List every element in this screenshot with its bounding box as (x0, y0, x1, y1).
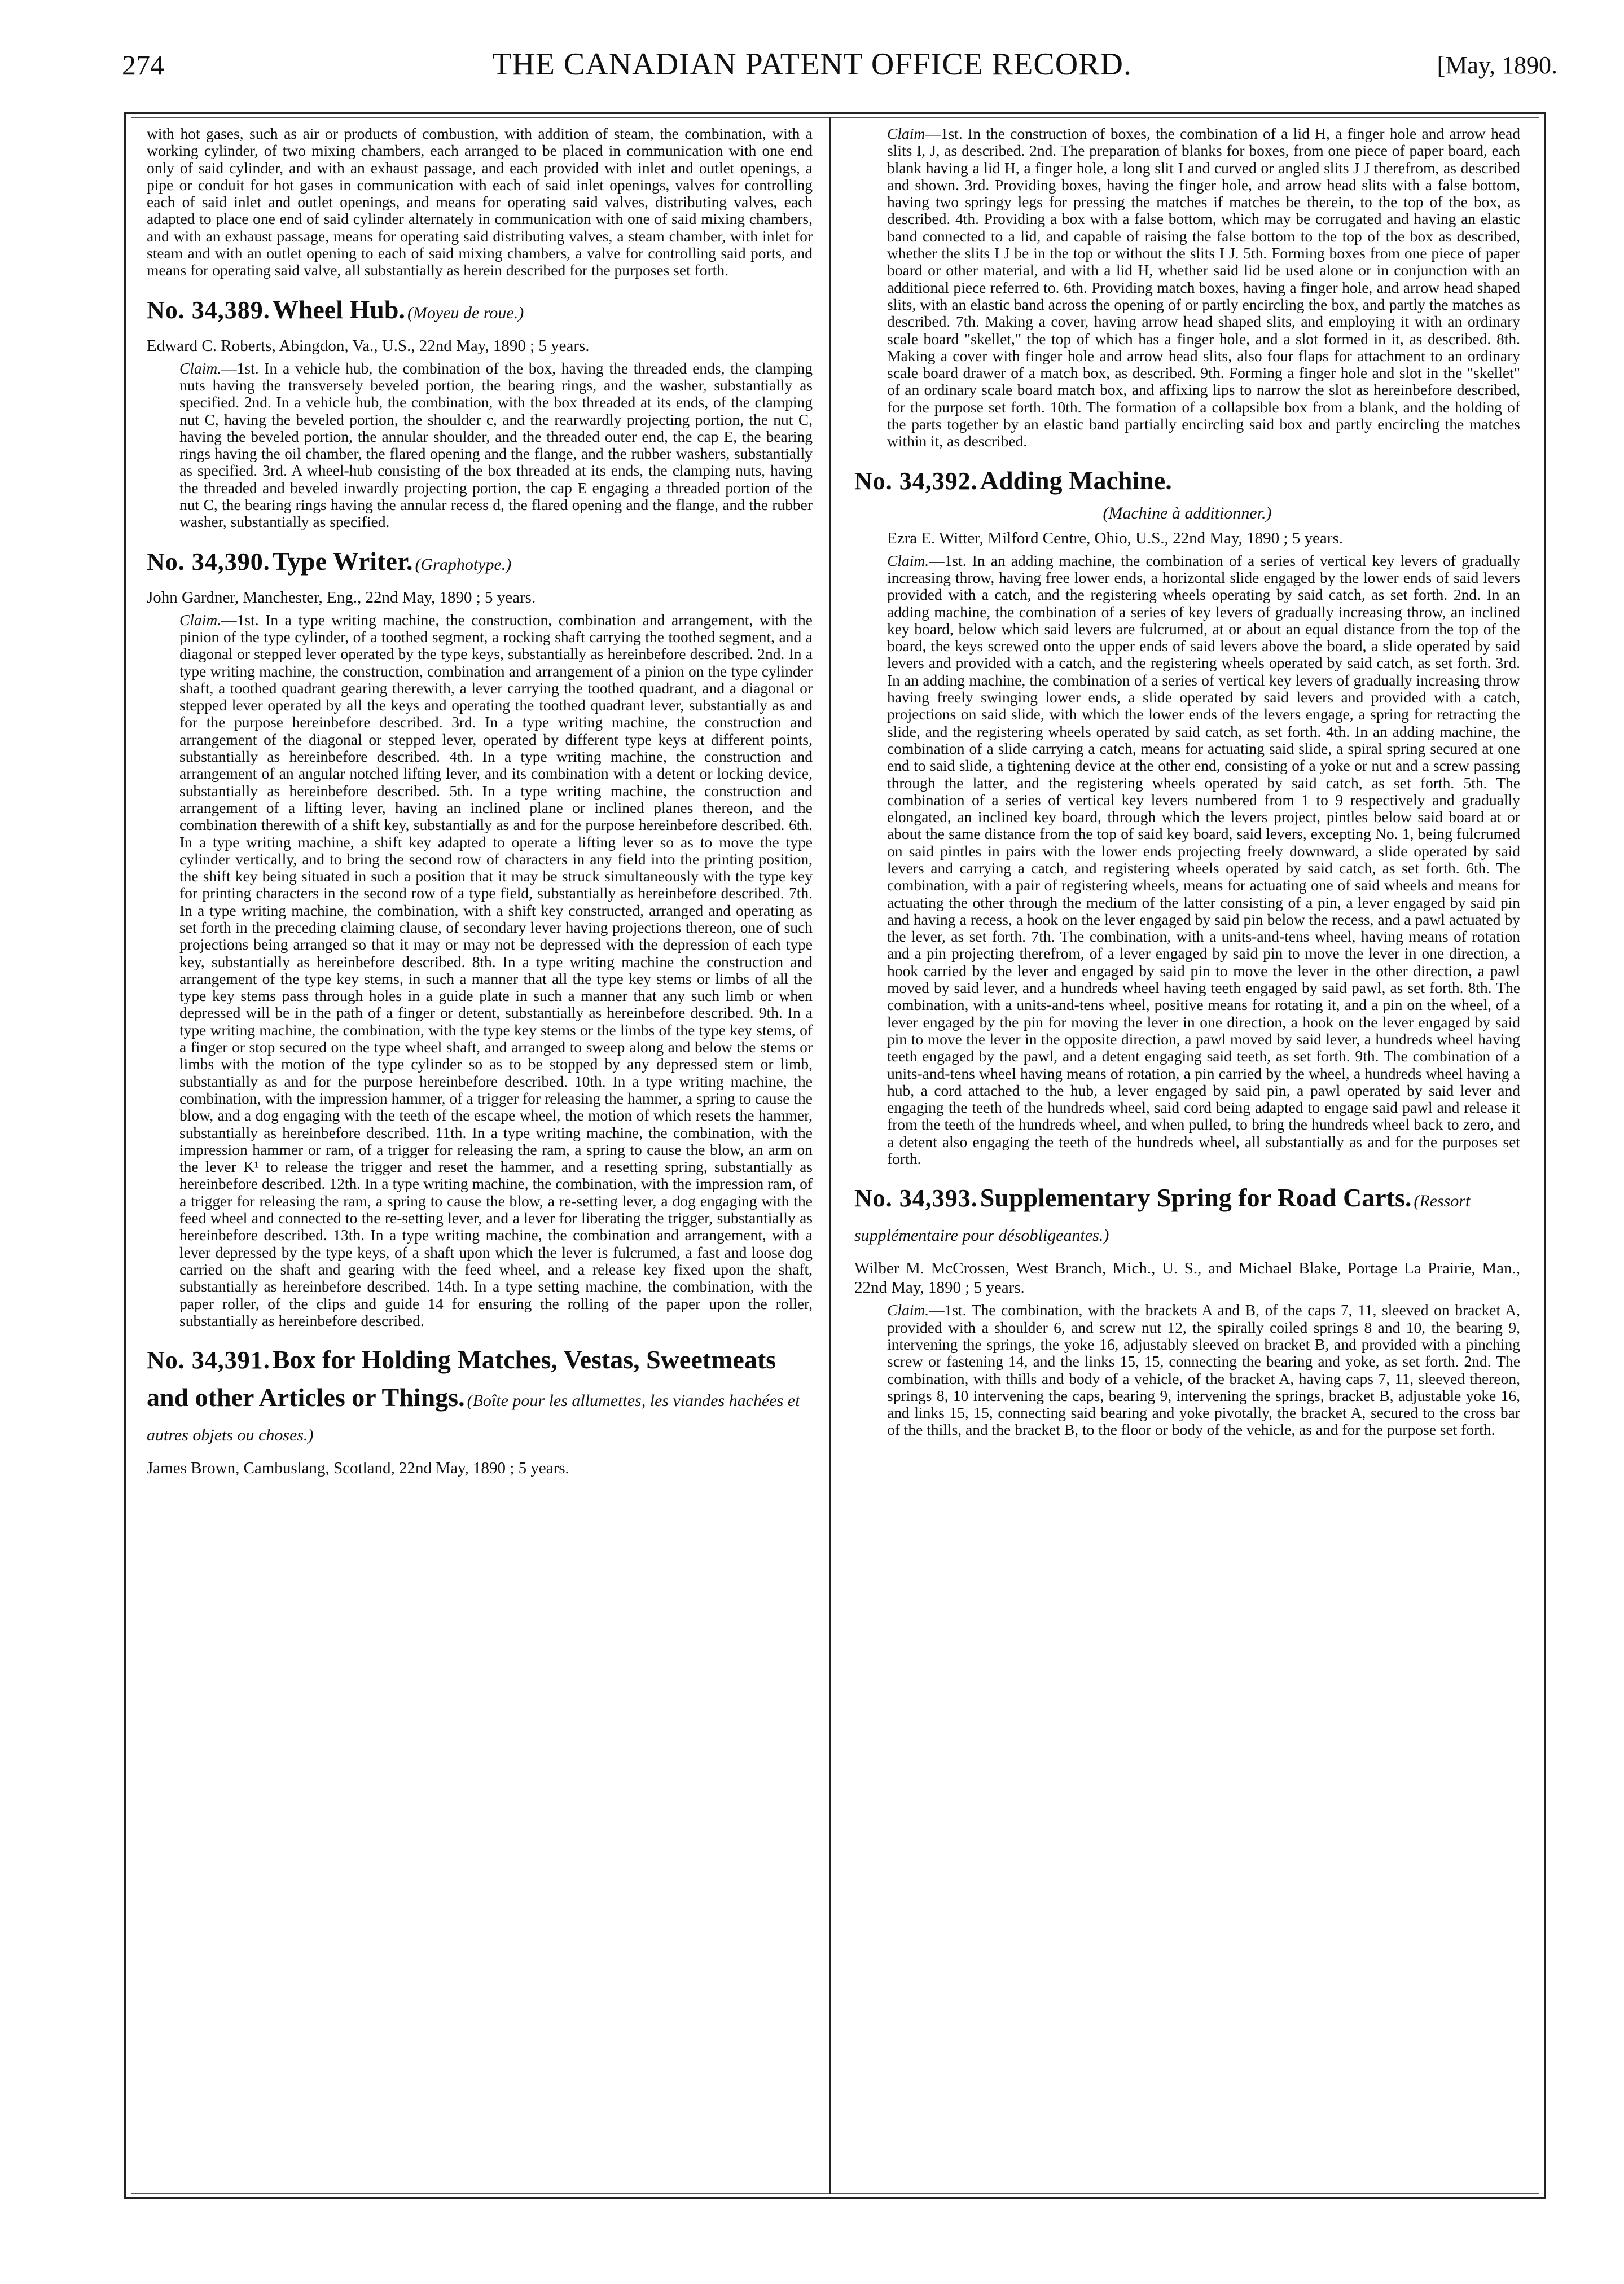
french-title: (Machine à additionner.) (1103, 503, 1272, 522)
claim-text (854, 552, 1520, 1168)
claim-body: —1st. In the construction of boxes, the combination of a lid H, a finger hole and arrow head slits I, J, as described. 2nd. The preparation of blanks for boxes, from one piece of paper board, each blank having a lid H, a finger hole, a long slit I and curved or angled slits J J therefrom, as described and shown. 3rd. Providing boxes, having the finger hole, and arrow head slits with a false bottom, having two springy legs for pressing the matches if matches be therein, to the top of the box, as described. 4th. Providing a box with a false bottom, which may be corrugated and having an elastic band connected to a lid, and capable of raising the false bottom to the top of the box as described, whether the slits I J be in the top or without the slits I J. 5th. Forming boxes from one piece of paper board or other material, and with a lid H, whether said lid be used alone or in conjunction with an additional piece referred to. 6th. Providing match boxes, having a finger hole, and arrow head shaped slits, with an elastic band across the opening of or partly encircling the box, and partly the matches as described. 7th. Making a cover, having arrow head shaped slits, and employing it with an ordinary scale board "skellet," the top of which has a finger hole, and a slot formed in it, as described. 8th. Making a cover with finger hole and arrow head slits, also four flaps for attachment to an ordinary scale board drawer of a match box, as described. 9th. Forming a finger hole and slot in the "skellet" of an ordinary scale board match box, and affixing lips to narrow the slot as hereinbefore described, for the purpose set forth. 10th. The formation of a collapsible box from a blank, and the holding of the parts together by an elastic band partially encircling said box and partly encircling the matches within it, as described. (887, 125, 1520, 450)
patent-number: No. 34,391. (147, 1346, 270, 1374)
patent-title: Adding Machine. (980, 465, 1172, 495)
page-number: 274 (122, 49, 164, 81)
issue-date: [May, 1890. (1437, 51, 1557, 79)
claim-text (854, 1302, 1520, 1438)
claim-label: Claim. (179, 359, 222, 377)
patent-entry-34390 (147, 546, 813, 1329)
claim-label: Claim. (887, 1301, 929, 1319)
patent-title: Supplementary Spring for Road Carts. (980, 1183, 1412, 1213)
patent-entry-34392 (854, 465, 1520, 1168)
french-title: (Graphotype.) (415, 555, 512, 574)
journal-title: THE CANADIAN PATENT OFFICE RECORD. (492, 47, 1132, 82)
french-title: (Boîte pour les allumettes, les viandes hachées et autres objets ou choses.) (147, 1391, 800, 1445)
entry-heading (147, 1344, 813, 1454)
claim-text (147, 360, 813, 531)
claim-body: —1st. The combination, with the brackets A and B, of the caps 7, 11, sleeved on bracket A, provided with a shoulder 6, and screw nut 12, the spirally coiled springs 8 and 10, the bearing 9, intervening the springs, the yoke 16, adjustably sleeved on bracket B, and provided with a pinching screw or fastening 14, and the links 15, 15, connecting the bearing and yoke, as set forth. 2nd. The combination, with thills and body of a vehicle, of the bracket A, having caps 7, 11, sleeved thereon, springs 8, 10 intervening the caps, bearing 9, intervening the springs, bracket B, adjustable yoke 16, and links 15, 15, connecting said bearing and yoke pivotally, the bracket A, secured to the cross bar of the thills, and the bracket B, to the floor or body of the vehicle, as and for the purpose set forth. (887, 1301, 1520, 1439)
entry-heading (854, 1182, 1520, 1254)
continuation-claim (854, 125, 1520, 450)
inventor-line: John Gardner, Manchester, Eng., 22nd May, 1890 ; 5 years. (147, 588, 536, 607)
entry-heading (147, 546, 813, 583)
inventor-line: Wilber M. McCrossen, West Branch, Mich., U. S., and Michael Blake, Portage La Prairie, Man., 22nd May, 1890 ; 5 years. (854, 1259, 1520, 1297)
patent-title: Wheel Hub. (272, 295, 405, 324)
patent-entry-34391 (147, 1344, 813, 1478)
patent-number: No. 34,392. (854, 467, 978, 495)
right-column (854, 125, 1520, 2185)
patent-number: No. 34,389. (147, 296, 270, 324)
claim-label: Claim. (179, 610, 222, 629)
inventor-line: James Brown, Cambuslang, Scotland, 22nd May, 1890 ; 5 years. (147, 1459, 569, 1478)
claim-body: —1st. In an adding machine, the combination of a series of vertical key levers of gradually increasing throw, having free lower ends, a horizontal slide engaged by the lower ends of said levers provided with a catch, and the registering wheels operating by said catch, as set forth. 2nd. In an adding machine, the combination of a series of key levers of gradually increasing throw, an inclined key board, below which said levers are fulcrumed, at or about an equal distance from the top of the board, the keys screwed onto the upper ends of said levers above the board, a slide operated by said levers and provided with a catch, and the registering wheels operated by said catch, as set forth. 3rd. In an adding machine, the combination of a series of vertical key levers of gradually increasing throw having freely swinging lower ends, a slide operated by said levers and provided with a catch, projections on said slide, with which the lower ends of the levers engage, a spring for retracting the slide, and the registering wheels operated by said catch, as set forth. 4th. In an adding machine, the combination of a slide carrying a catch, means for actuating said slide, a spiral spring secured at one end to said slide, a tightening device at the other end, consisting of a yoke or nut and a screw passing through the latter, and the registering wheels operated by said catch, as set forth. 5th. The combination of a series of vertical key levers numbered from 1 to 9 respectively and gradually elongated, an inclined key board, through which the levers project, pintles below said board at or about the same distance from the top of said key board, said levers, excepting No. 1, being fulcrumed on said pintles in pairs with the lower ends projecting freely downward, a slide operated by said levers and carrying a catch, and registering wheels operated by said catch, as set forth. 6th. The combination, with a pair of registering wheels, means for actuating one of said wheels and means for actuating the other through the medium of the latter consisting of a pin, a lever engaged by said pin and having a recess, a hook on the lever engaged by said pin below the recess, and a pawl actuated by the lever, as set forth. 7th. The combination, with a units-and-tens wheel, having means of rotation and a pin projecting therefrom, of a lever engaged by said pin to move the lever in one direction, a hook carried by the lever and engaged by said pin to move the lever in the other direction, a pawl moved by said lever, and a hundreds wheel having teeth engaged by said pawl, as set forth. 8th. The combination, with a units-and-tens wheel, positive means for rotating it, and a pin on the wheel, of a lever engaged by the pin for moving the lever in one direction, a hook on the lever engaged by said pin to move the lever in the opposite direction, a pawl moved by said lever, a hundreds wheel having teeth engaged by the pawl, and a detent engaging said teeth, as set forth. 9th. The combination of a units-and-tens wheel having means of rotation, a pin carried by the wheel, a hundreds wheel having a hub, a cord attached to the hub, a lever engaged by said pin, a pawl operated by said lever and engaging the teeth of the hundreds wheel, said cord being adapted to engage said pawl and release it from the teeth of the hundreds wheel, and when pulled, to bring the hundreds wheel back to zero, and a detent also engaging the teeth of the hundreds wheel, all substantially as and for the purposes set forth. (887, 551, 1520, 1168)
entry-heading (147, 294, 813, 332)
claim-body: —1st. In a type writing machine, the construction, combination and arrangement, with the pinion of the type cylinder, of a toothed segment, a rocking shaft carrying the toothed segment, and a diagonal or stepped lever operated by the type keys, substantially as hereinbefore described. 2nd. In a type writing machine, the construction, combination and arrangement of a pinion on the type cylinder shaft, a toothed quadrant gearing therewith, a lever carrying the toothed quadrant, and a diagonal or stepped lever operated by all the keys and operating the toothed quadrant lever, substantially as and for the purpose hereinbefore described. 3rd. In a type writing machine, the construction and arrangement of the diagonal or stepped lever, operated by different type keys at different points, substantially as hereinbefore described. 4th. In a type writing machine, the construction and arrangement of an angular notched lifting lever, and its combination with a detent or locking device, substantially as hereinbefore described. 5th. In a type writing machine, the construction and arrangement of a lifting lever, having an inclined plane or inclined planes thereon, and the combination therewith of a shift key, substantially as and for the purpose hereinbefore described. 6th. In a type writing machine, a shift key adapted to operate a lifting lever so as to move the type cylinder vertically, and to bring the second row of characters in any field into the printing position, the shift key being situated in such a position that it may be struck simultaneously with the type key for printing characters in the second row of a type field, substantially as hereinbefore described. 7th. In a type writing machine, the combination, with a shift key constructed, arranged and operating as set forth in the preceding claiming clause, of secondary lever having projections thereon, one of such projections being arranged so that it may or may not be depressed with the depression of each type key, substantially as hereinbefore described. 8th. In a type writing machine the construction and arrangement of the type key stems, in such a manner that all the type key stems or limbs of all the type key stems pass through holes in a guide plate in such a manner that any such limb or when depressed will be in the path of a finger or detent, substantially as hereinbefore described. 9th. In a type writing machine, the combination, with the type key stems or the limbs of the type key stems, of a finger or stop secured on the type wheel shaft, and arranged to sweep along and below the stems or limbs with the motion of the type cylinder so as to be stopped by any depressed stem or limb, substantially as and for the purpose hereinbefore described. 10th. In a type writing machine, the combination, with the impression hammer, of a trigger for releasing the hammer, a spring to cause the blow, and a dog engaging with the teeth of the escape wheel, the motion of which resets the hammer, substantially as hereinbefore described. 11th. In a type writing machine, the combination, with the impression hammer or ram, of a trigger for releasing the ram, a spring to cause the blow, an arm on the lever K¹ to release the trigger and reset the hammer, and a resetting spring, substantially as hereinbefore described. 12th. In a type writing machine, the combination, with the impression ram, of a trigger for releasing the ram, a spring to cause the blow, a re-setting lever, a dog engaging with the feed wheel and connected to the re-setting lever, and a lever for liberating the trigger, substantially as hereinbefore described. 13th. In a type writing machine, the combination and arrangement, with a lever depressed by the type keys, of a shaft upon which the lever is fulcrumed, a fast and loose dog carried on the shaft and gearing with the feed wheel, and a release key fixed upon the shaft, substantially as hereinbefore described. 14th. In a type setting machine, the combination, with the paper roller, of the clips and guide 14 for ensuring the rolling of the paper upon the roller, substantially as hereinbefore described. (179, 610, 813, 1329)
claim-label: Claim. (887, 551, 929, 569)
french-title: (Moyeu de roue.) (407, 303, 524, 322)
french-title: (Ressort supplémentaire pour désobligeantes.) (854, 1192, 1471, 1245)
claim-text (147, 612, 813, 1329)
inventor-line: Edward C. Roberts, Abingdon, Va., U.S., 22nd May, 1890 ; 5 years. (147, 336, 590, 355)
inventor-line: Ezra E. Witter, Milford Centre, Ohio, U.S., 22nd May, 1890 ; 5 years. (887, 529, 1343, 547)
patent-entry-34389 (147, 294, 813, 531)
claim-label: Claim (887, 125, 925, 142)
running-header (0, 46, 1624, 91)
left-column (147, 125, 813, 2185)
continuation-text: with hot gases, such as air or products of combustion, with addition of steam, the combination, with a working cylinder, of two mixing chambers, each arranged to be placed in communication with one end only of said cylinder, and with an exhaust passage, and each provided with inlet and outlet openings, a pipe or conduit for hot gases in communication with each of said inlet openings, valves for controlling each of said inlet and outlet openings, and means for operating said valves, distributing valves, each adapted to place one end of said cylinder alternately in communication with one of said mixing chambers, and with an exhaust passage, means for operating said distributing valves, a steam chamber, with inlet for steam and with an outlet opening to each of said mixing chambers, a valve for controlling said ports, and means for operating said valve, all substantially as herein described for the purposes set forth. (147, 125, 813, 279)
patent-title: Box for Holding Matches, Vestas, Sweetmeats and other Articles or Things. (147, 1345, 776, 1412)
claim-body: —1st. In a vehicle hub, the combination of the box, having the threaded ends, the clamping nuts having the transversely beveled portion, the bearing rings, and the washer, substantially as specified. 2nd. In a vehicle hub, the combination, with the box threaded at its ends, of the clamping nut C, having the beveled portion, the shoulder c, and the rearwardly projecting portion, the nut C, having the beveled portion, the annular shoulder, and the threaded outer end, the cap E, the bearing rings having the oil chamber, the flared opening and the flange, and the rubber washers, substantially as specified. 3rd. A wheel-hub consisting of the box threaded at its ends, the clamping nuts, having the threaded and beveled inwardly projecting portion, the cap E engaging a threaded portion of the nut C, the bearing rings having the annular recess d, the flared opening and the flange, and the rubber washer, substantially as specified. (179, 359, 813, 531)
patent-number: No. 34,393. (854, 1184, 978, 1213)
entry-heading (854, 465, 1520, 503)
patent-title: Type Writer. (272, 546, 413, 576)
patent-entry-34393 (854, 1182, 1520, 1438)
patent-number: No. 34,390. (147, 547, 270, 576)
column-divider (829, 117, 831, 2194)
